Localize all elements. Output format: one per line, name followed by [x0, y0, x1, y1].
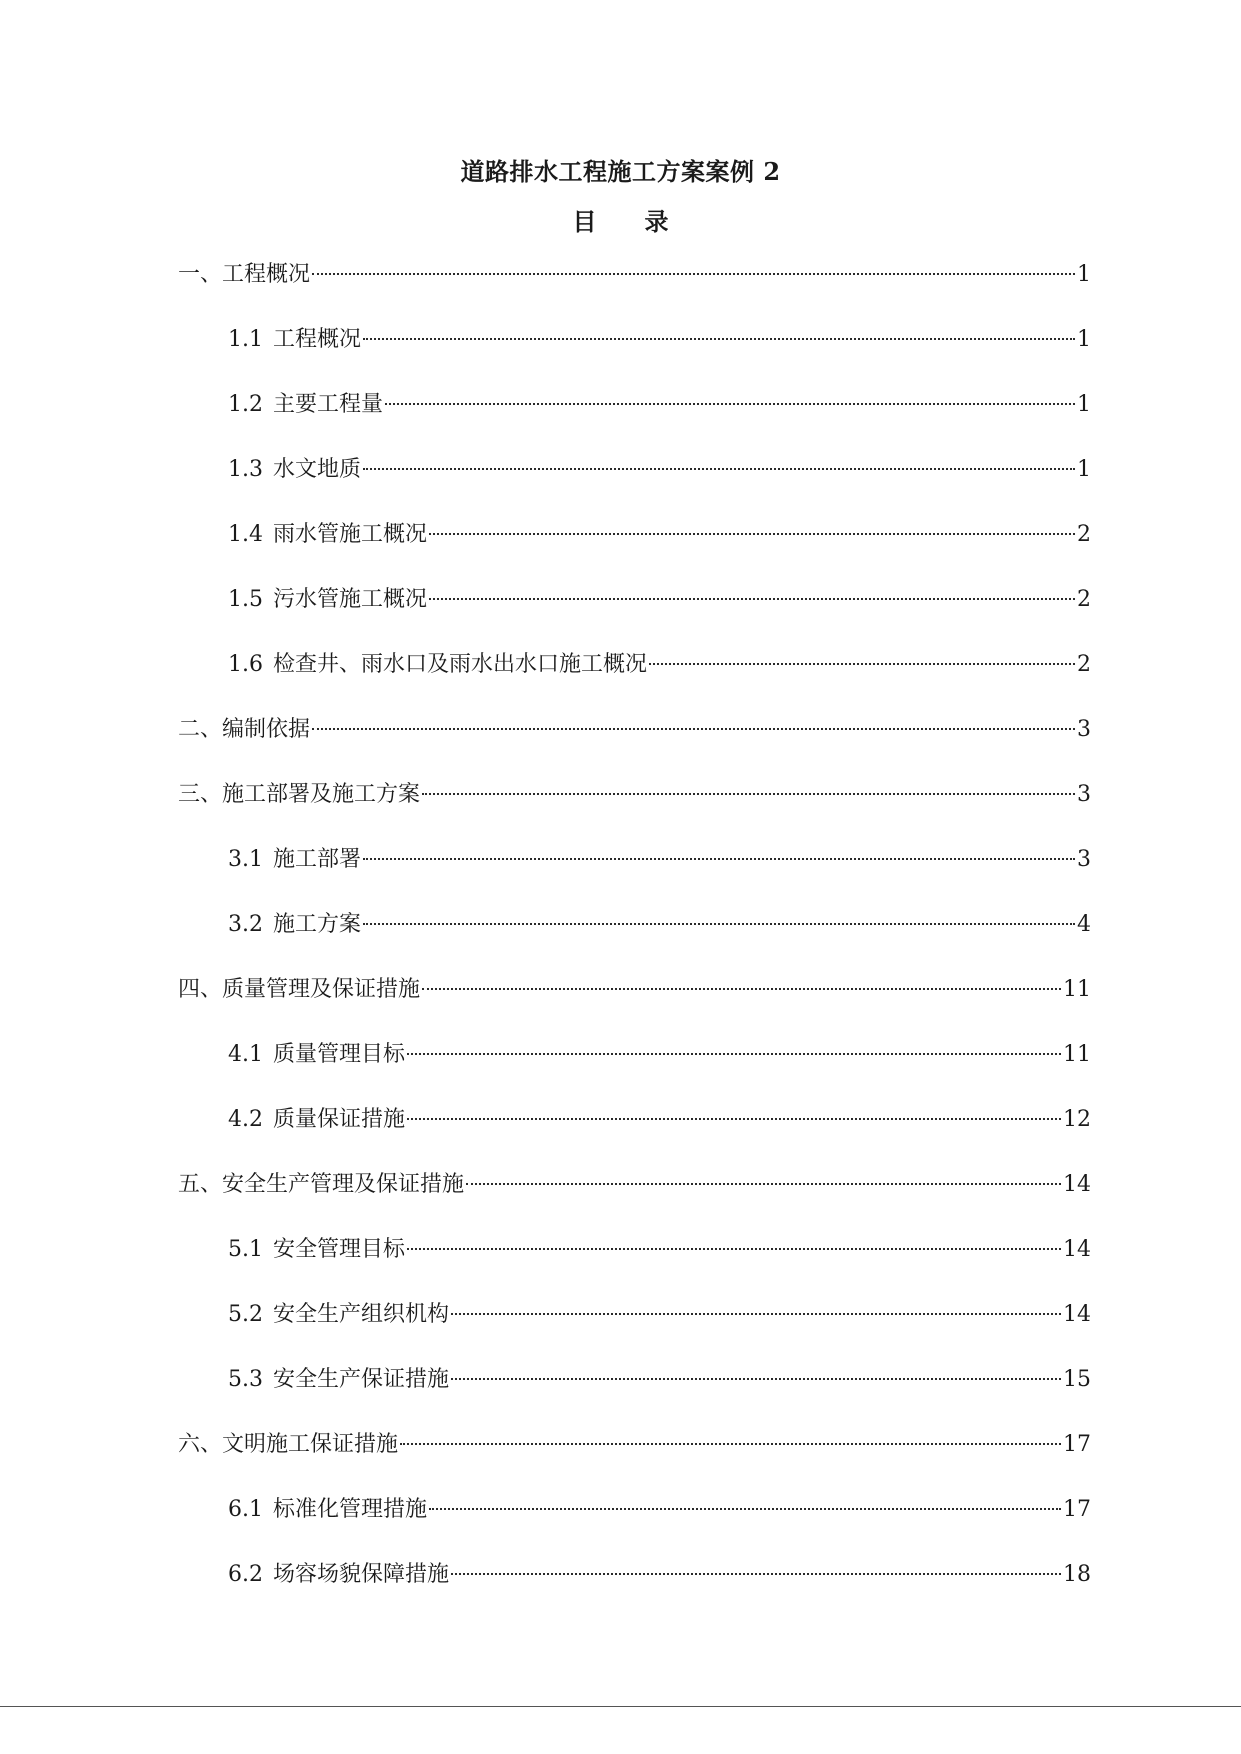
- toc-dot-leader: [312, 273, 1075, 275]
- toc-entry-page-number: 2: [1077, 587, 1091, 612]
- toc-entry-page-number: 2: [1077, 652, 1091, 677]
- toc-entry-label: 四、质量管理及保证措施: [178, 977, 421, 1002]
- toc-entry-number: 1.1: [228, 327, 263, 352]
- toc-entry-page-number: 2: [1077, 522, 1091, 547]
- toc-entry-label: 安全管理目标: [273, 1237, 406, 1262]
- toc-entry-label: 场容场貌保障措施: [273, 1562, 450, 1587]
- toc-entry-label: 主要工程量: [273, 392, 384, 417]
- toc-entry-label: 标准化管理措施: [273, 1497, 428, 1522]
- toc-entry[interactable]: [178, 1430, 1091, 1495]
- toc-entry-number: 3.1: [228, 847, 263, 872]
- toc-dot-leader: [429, 598, 1075, 600]
- toc-entry-number: 1.5: [228, 587, 263, 612]
- toc-entry-number: 4.1: [228, 1042, 263, 1067]
- toc-heading-char-2: 录: [644, 207, 669, 236]
- toc-entry[interactable]: [178, 910, 1091, 975]
- toc-entry-label: 施工部署: [273, 847, 362, 872]
- toc-entry-page-number: 1: [1077, 457, 1091, 482]
- toc-dot-leader: [429, 533, 1075, 535]
- toc-entry-label: 一、工程概况: [178, 262, 311, 287]
- toc-entry-label: 污水管施工概况: [273, 587, 428, 612]
- toc-entry-page-number: 4: [1077, 912, 1091, 937]
- toc-entry-page-number: 1: [1077, 327, 1091, 352]
- toc-dot-leader: [466, 1183, 1061, 1185]
- toc-entry[interactable]: [178, 1560, 1091, 1625]
- toc-entry-page-number: 3: [1077, 782, 1091, 807]
- toc-entry-label: 水文地质: [273, 457, 362, 482]
- toc-dot-leader: [407, 1248, 1061, 1250]
- toc-entry-number: 6.2: [228, 1562, 263, 1587]
- toc-entry-number: 1.3: [228, 457, 263, 482]
- toc-entry[interactable]: [178, 390, 1091, 455]
- toc-entry-label: 施工方案: [273, 912, 362, 937]
- toc-entry-label: 安全生产保证措施: [273, 1367, 450, 1392]
- toc-dot-leader: [422, 988, 1061, 990]
- toc-entry[interactable]: [178, 1170, 1091, 1235]
- toc-dot-leader: [649, 663, 1075, 665]
- toc-entry-label: 六、文明施工保证措施: [178, 1432, 399, 1457]
- toc-entry[interactable]: [178, 1495, 1091, 1560]
- toc-entry-label: 安全生产组织机构: [273, 1302, 450, 1327]
- toc-entry-label: 雨水管施工概况: [273, 522, 428, 547]
- toc-dot-leader: [312, 728, 1075, 730]
- toc-heading: [0, 202, 1241, 237]
- toc-entry-number: 5.2: [228, 1302, 263, 1327]
- toc-entry[interactable]: [178, 1300, 1091, 1365]
- toc-entry-number: 1.6: [228, 652, 263, 677]
- toc-entry-label: 五、安全生产管理及保证措施: [178, 1172, 465, 1197]
- toc-heading-char-1: 目: [572, 207, 597, 236]
- toc-dot-leader: [363, 338, 1075, 340]
- toc-entry-page-number: 15: [1063, 1367, 1091, 1392]
- toc-dot-leader: [451, 1573, 1061, 1575]
- toc-entry-number: 5.3: [228, 1367, 263, 1392]
- toc-dot-leader: [400, 1443, 1061, 1445]
- toc-entry[interactable]: [178, 1040, 1091, 1105]
- toc-dot-leader: [407, 1118, 1061, 1120]
- toc-entry[interactable]: [178, 1235, 1091, 1300]
- toc-entry[interactable]: [178, 975, 1091, 1040]
- toc-entry-number: 3.2: [228, 912, 263, 937]
- toc-entry-page-number: 17: [1063, 1432, 1091, 1457]
- toc-entry-number: 1.2: [228, 392, 263, 417]
- toc-dot-leader: [363, 923, 1075, 925]
- toc-dot-leader: [429, 1508, 1061, 1510]
- toc-entry-label: 二、编制依据: [178, 717, 311, 742]
- toc-entry[interactable]: [178, 260, 1091, 325]
- toc-entry-page-number: 1: [1077, 262, 1091, 287]
- footer-divider: [0, 1706, 1241, 1707]
- toc-entry[interactable]: [178, 1105, 1091, 1170]
- toc-entry-label: 三、施工部署及施工方案: [178, 782, 421, 807]
- toc-entry-label: 质量管理目标: [273, 1042, 406, 1067]
- toc-entry-page-number: 17: [1063, 1497, 1091, 1522]
- toc-entry-page-number: 11: [1063, 977, 1091, 1002]
- toc-entry-label: 质量保证措施: [273, 1107, 406, 1132]
- toc-dot-leader: [422, 793, 1075, 795]
- table-of-contents: [178, 260, 1091, 1625]
- toc-dot-leader: [451, 1378, 1061, 1380]
- toc-entry-number: 5.1: [228, 1237, 263, 1262]
- toc-entry-label: 工程概况: [273, 327, 362, 352]
- toc-dot-leader: [363, 468, 1075, 470]
- toc-entry-page-number: 3: [1077, 847, 1091, 872]
- toc-entry[interactable]: [178, 1365, 1091, 1430]
- toc-entry-number: 6.1: [228, 1497, 263, 1522]
- toc-entry-number: 1.4: [228, 522, 263, 547]
- toc-entry-page-number: 14: [1063, 1172, 1091, 1197]
- toc-entry[interactable]: [178, 845, 1091, 910]
- toc-entry[interactable]: [178, 715, 1091, 780]
- toc-entry[interactable]: [178, 325, 1091, 390]
- toc-dot-leader: [407, 1053, 1061, 1055]
- toc-dot-leader: [385, 403, 1075, 405]
- toc-entry[interactable]: [178, 780, 1091, 845]
- toc-entry-page-number: 12: [1063, 1107, 1091, 1132]
- toc-entry-page-number: 3: [1077, 717, 1091, 742]
- toc-entry-page-number: 14: [1063, 1302, 1091, 1327]
- toc-entry-page-number: 14: [1063, 1237, 1091, 1262]
- toc-entry-page-number: 1: [1077, 392, 1091, 417]
- toc-dot-leader: [363, 858, 1075, 860]
- toc-entry[interactable]: [178, 585, 1091, 650]
- toc-entry-number: 4.2: [228, 1107, 263, 1132]
- document-title: 道路排水工程施工方案案例 2: [460, 157, 781, 186]
- toc-entry-page-number: 11: [1063, 1042, 1091, 1067]
- toc-entry[interactable]: [178, 650, 1091, 715]
- toc-entry[interactable]: [178, 455, 1091, 520]
- toc-entry[interactable]: [178, 520, 1091, 585]
- toc-entry-page-number: 18: [1063, 1562, 1091, 1587]
- toc-dot-leader: [451, 1313, 1061, 1315]
- toc-entry-label: 检查井、雨水口及雨水出水口施工概况: [273, 652, 648, 677]
